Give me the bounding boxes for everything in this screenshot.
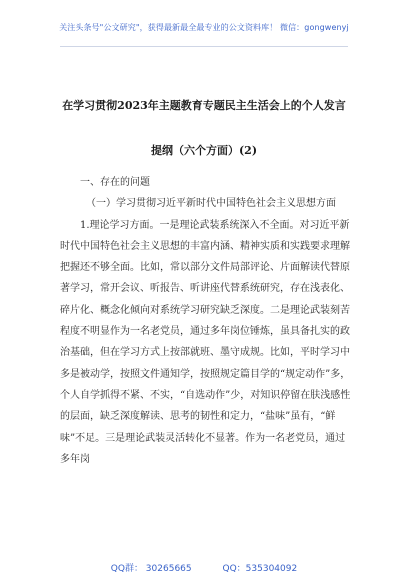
document-title: 在学习贯彻2023年主题教育专题民主生活会上的个人发言 bbox=[62, 99, 346, 112]
footer-qq: QQ：535304092 bbox=[222, 564, 298, 574]
footer-qq-group: QQ群： 30265665 bbox=[110, 564, 192, 574]
section-heading: 一、存在的问题 bbox=[80, 177, 150, 188]
document-body bbox=[60, 172, 353, 470]
footer-contact bbox=[0, 561, 408, 574]
body-paragraph: 1.理论学习方面。一是理论武装系统深入不全面。对习近平新时代中国特色社会主义思想的丰富内涵、精神实质和实践要求理解把握还不够全面。比如，常以部分文件局部评论、片面解读代替原著学习，常开会议、听报告、听讲座代替系统研究，存在浅表化、碎片化、概念化倾向对系统学习研究缺乏深度。二是理论武装刻苦程度不明显作为一名老党员，通过多年岗位锤炼，虽具备扎实的政治基础，但在学习方式上按部就班、墨守成规。比如，平时学习中多是被动学，按照文件通知学，按照规定篇目学的“规定动作”多，个人自学抓得不紧、不实，“自选动作”少，对知识停留在肤浅感性的层面，缺乏深度解读、思考的韧性和定力，“盐味”虽有，“鲜味”不足。三是理论武装灵活转化不显著。作为一名老党员，通过多年岗 bbox=[60, 219, 351, 465]
header-divider bbox=[60, 46, 348, 47]
subsection-heading: （一）学习贯彻习近平新时代中国特色社会主义思想方面 bbox=[86, 198, 336, 210]
header-banner: 关注头条号"公文研究"，获得最新最全最专业的公文资料库！ 微信：gongwenyj bbox=[59, 23, 349, 32]
document-subtitle: 提纲（六个方面）(2) bbox=[150, 144, 258, 157]
